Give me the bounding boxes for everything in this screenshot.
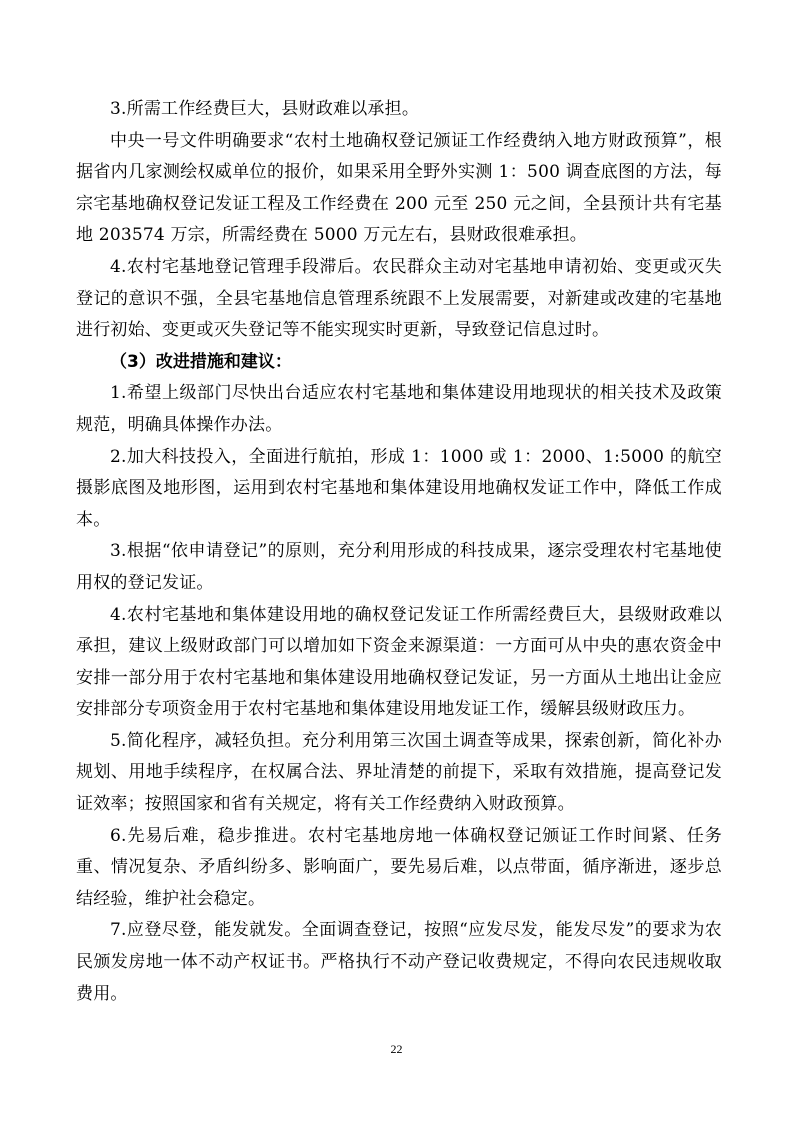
measure-item-6: 6.先易后难，稳步推进。农村宅基地房地一体确权登记颁证工作时间紧、任务重、情况复杂、矛盾纠纷多、影响面广，要先易后难，以点带面，循序渐进，逐步总结经验，维护社会稳定。	[76, 825, 722, 909]
measure-item-4: 4.农村宅基地和集体建设用地的确权登记发证工作所需经费巨大，县级财政难以承担，建议上级财政部门可以增加如下资金来源渠道：一方面可从中央的惠农资金中安排一部分用于农村宅基地和集体建设用地确权登记发证，另一方面从土地出让金应安排部分专项资金用于农村宅基地和集体建设用地发证工作，缓解县级财政压力。	[76, 604, 722, 720]
measure-item-3: 3.根据“依申请登记”的原则，充分利用形成的科技成果，逐宗受理农村宅基地使用权的登记发证。	[76, 541, 722, 593]
page-content	[76, 94, 722, 1010]
measure-item-7: 7.应登尽登，能发就发。全面调查登记，按照“应发尽发，能发尽发”的要求为农民颁发房地一体不动产权证书。严格执行不动产登记收费规定，不得向农民违规收取费用。	[76, 920, 722, 1004]
paragraph-funding-detail: 中央一号文件明确要求“农村土地确权登记颁证工作经费纳入地方财政预算”，根据省内几家测绘权威单位的报价，如果采用全野外实测 1：500 调查底图的方法，每宗宅基地确权登记发证工程及工作经费在 200 元至 250 元之间，全县预计共有宅基地 203574 万宗，所需经费在 5000 万元左右，县财政很难承担。	[76, 130, 722, 246]
page-number: 22	[390, 1042, 403, 1056]
paragraph-management-lag: 4.农村宅基地登记管理手段滞后。农民群众主动对宅基地申请初始、变更或灭失登记的意识不强，全县宅基地信息管理系统跟不上发展需要，对新建或改建的宅基地进行初始、变更或灭失登记等不能实现实时更新，导致登记信息过时。	[76, 256, 722, 341]
measure-item-2: 2.加大科技投入，全面进行航拍，形成 1：1000 或 1：2000、1:5000 的航空摄影底图及地形图，运用到农村宅基地和集体建设用地确权发证工作中，降低工作成本。	[76, 446, 722, 530]
measure-item-1: 1.希望上级部门尽快出台适应农村宅基地和集体建设用地现状的相关技术及政策规范，明确具体操作办法。	[76, 383, 722, 435]
section-heading: （3）改进措施和建议：	[110, 351, 292, 372]
paragraph-funding-title: 3.所需工作经费巨大，县财政难以承担。	[110, 99, 420, 119]
measure-item-5: 5.简化程序，减轻负担。充分利用第三次国土调查等成果，探索创新，简化补办规划、用地手续程序，在权属合法、界址清楚的前提下，采取有效措施，提高登记发证效率；按照国家和省有关规定，将有关工作经费纳入财政预算。	[76, 730, 722, 815]
